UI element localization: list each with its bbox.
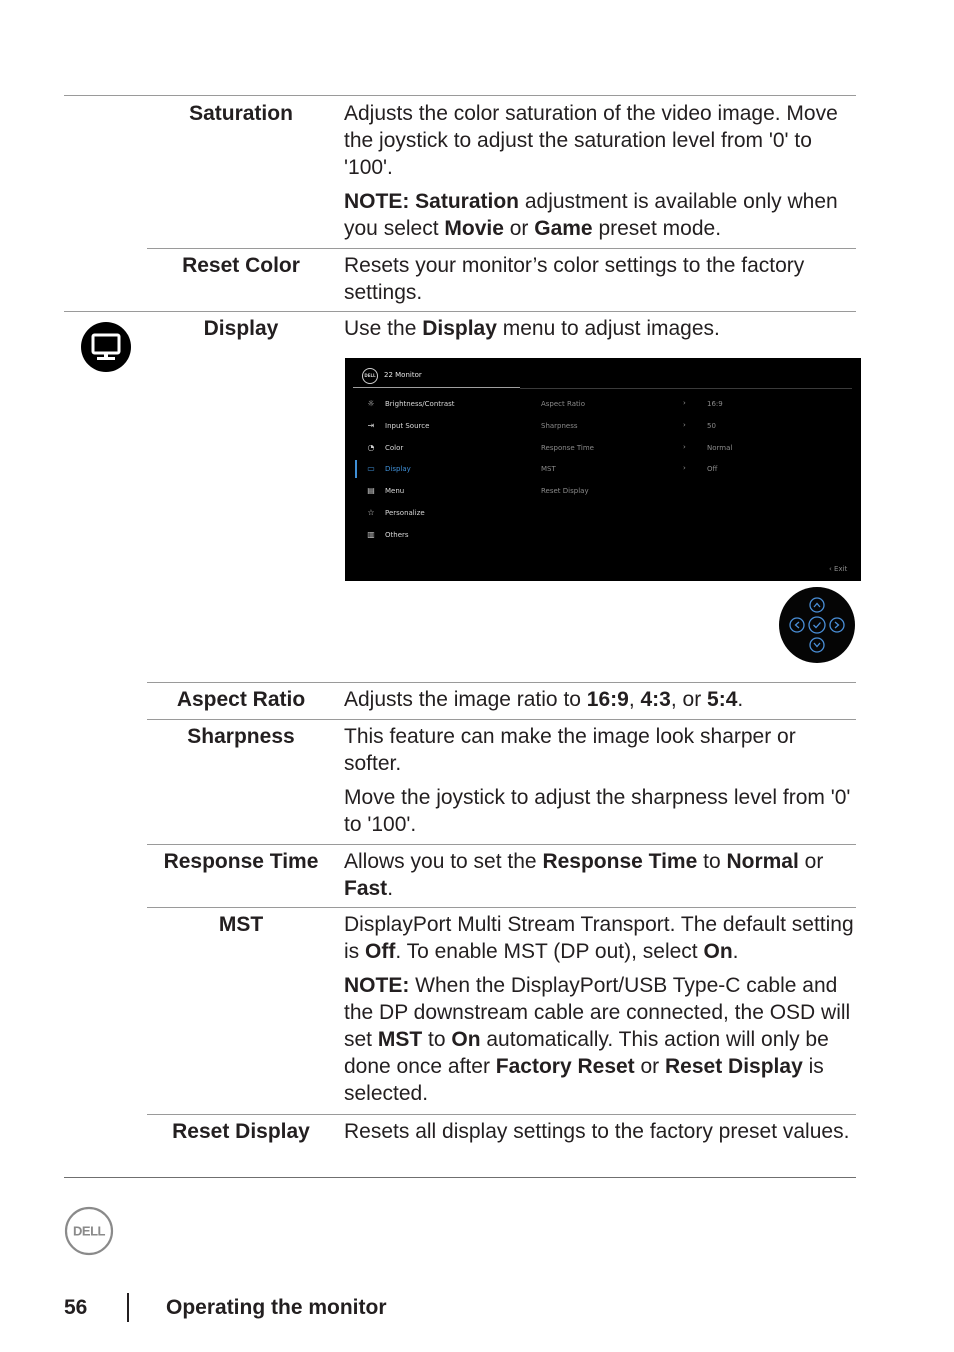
osd-menu-screenshot [345, 358, 861, 581]
osd-value-response-time: Normal [707, 444, 733, 452]
mst-text: DisplayPort Multi Stream Transport. The default setting is Off. To enable MST (DP out), select On. [344, 913, 854, 963]
osd-menu-label: Color [385, 444, 404, 452]
chevron-right-icon: › [683, 399, 686, 407]
dell-logo [64, 1206, 114, 1256]
footer-divider [127, 1293, 129, 1322]
response-time-text: Allows you to set the Response Time to Normal or Fast. [344, 850, 824, 900]
osd-menu-label: Personalize [385, 509, 425, 517]
aspect-ratio-desc [344, 686, 856, 720]
osd-menu-label: Brightness/Contrast [385, 400, 455, 408]
sharpness-text-1: This feature can make the image look sharper or softer. [344, 725, 796, 775]
osd-sub-response-time[interactable]: Response Time [541, 444, 594, 452]
osd-title-divider [520, 388, 852, 389]
response-time-desc [344, 848, 856, 909]
osd-title-underline [353, 387, 520, 388]
sharpness-desc [344, 723, 856, 845]
osd-menu-label: Display [385, 465, 411, 473]
others-icon: ▥ [367, 530, 375, 539]
saturation-text: Adjusts the color saturation of the video image. Move the joystick to adjust the saturation level from '0' to '100'. [344, 102, 838, 179]
mst-label: MST [218, 913, 264, 936]
rule-display [147, 682, 856, 683]
response-time-label: Response Time [163, 850, 319, 873]
aspect-ratio-text: Adjusts the image ratio to 16:9, 4:3, or 5:4. [344, 688, 744, 711]
chevron-right-icon: › [683, 421, 686, 429]
osd-sub-mst[interactable]: MST [541, 465, 556, 473]
rule-top [64, 95, 856, 96]
reset-display-text: Resets all display settings to the factory preset values. [344, 1120, 850, 1143]
sharpness-text-2: Move the joystick to adjust the sharpness level from '0' to '100'. [344, 786, 851, 836]
osd-value-aspect-ratio: 16:9 [707, 400, 723, 408]
osd-sub-sharpness[interactable]: Sharpness [541, 422, 578, 430]
menu-icon: ▤ [367, 486, 375, 495]
osd-menu-label: Others [385, 531, 409, 539]
display-desc [344, 315, 856, 349]
osd-sub-aspect-ratio[interactable]: Aspect Ratio [541, 400, 585, 408]
rule-bottom [64, 1177, 856, 1178]
chevron-right-icon: › [683, 443, 686, 451]
joystick-icon [779, 587, 855, 663]
reset-display-label: Reset Display [172, 1120, 310, 1143]
osd-active-indicator [355, 460, 357, 478]
osd-value-sharpness: 50 [707, 422, 716, 430]
osd-menu-label: Input Source [385, 422, 430, 430]
brightness-icon: ☼ [367, 399, 375, 408]
reset-display-desc [344, 1118, 856, 1152]
reset-color-text: Resets your monitor’s color settings to the factory settings. [344, 254, 805, 304]
saturation-desc [344, 100, 856, 249]
display-text: Use the Display menu to adjust images. [344, 317, 720, 340]
section-title: Operating the monitor [166, 1296, 387, 1319]
chevron-right-icon: › [683, 464, 686, 472]
page-number: 56 [64, 1296, 88, 1319]
saturation-note: NOTE: Saturation adjustment is available only when you select Movie or Game preset mode. [344, 190, 838, 240]
osd-exit[interactable]: ‹ Exit [829, 565, 848, 573]
osd-value-mst: Off [707, 465, 718, 473]
reset-color-desc [344, 252, 856, 313]
input-source-icon: ⇥ [367, 421, 375, 430]
display-label: Display [203, 317, 279, 340]
osd-dell-logo: DELL [362, 368, 378, 384]
display-icon: ▭ [367, 464, 375, 473]
personalize-icon: ☆ [367, 508, 375, 517]
osd-menu-label: Menu [385, 487, 405, 495]
sharpness-label: Sharpness [187, 725, 295, 748]
osd-title: 22 Monitor [384, 371, 422, 379]
rule-mst [147, 1114, 856, 1115]
display-monitor-icon [81, 322, 131, 372]
mst-note: NOTE: When the DisplayPort/USB Type-C cable and the DP downstream cable are connected, the OSD will set MST to On automatically. This action will only be done once after Factory Reset or Reset Display is selected. [344, 974, 851, 1105]
reset-color-label: Reset Color [182, 254, 300, 277]
mst-desc [344, 911, 856, 1114]
color-icon: ◔ [367, 443, 375, 452]
osd-sub-reset-display[interactable]: Reset Display [541, 487, 589, 495]
dell-logo-text: DELL [73, 1223, 105, 1239]
saturation-label: Saturation [189, 102, 293, 125]
aspect-ratio-label: Aspect Ratio [176, 688, 306, 711]
